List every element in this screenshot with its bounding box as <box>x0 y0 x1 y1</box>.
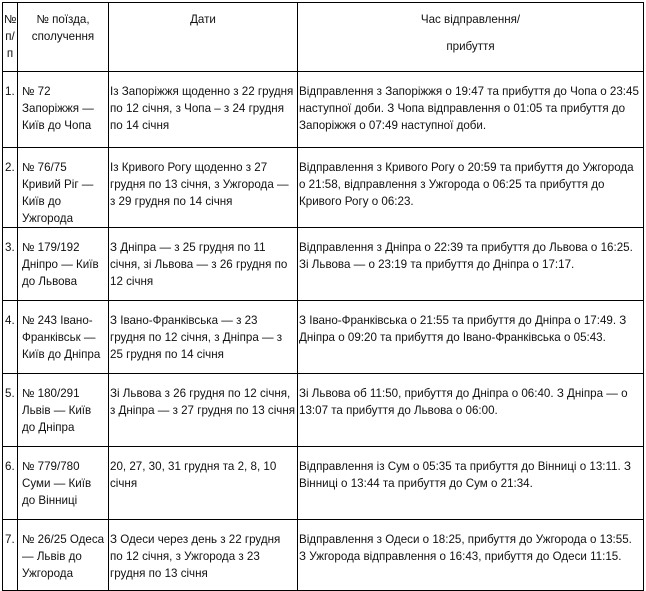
row-time: Відправлення із Сум о 05:35 та прибуття до Вінниці о 13:11. З Вінниці о 13:44 та прибуття до Сум о 21:34. <box>298 447 644 520</box>
header-time <box>298 3 644 72</box>
row-time: Відправлення з Запоріжжя о 19:47 та прибуття до Чопа о 23:45 наступної доби. З Чопа відправлення о 01:05 та прибуття до Запоріжжя о 07:49 наступної доби. <box>298 72 644 148</box>
row-number: 5. <box>3 374 18 447</box>
row-train: № 76/75 Кривий Ріг — Київ до Ужгорода <box>18 148 109 228</box>
row-number: 4. <box>3 301 18 374</box>
row-time: Відправлення з Одеси о 18:25, прибуття до Ужгорода о 13:55. З Ужгорода відправлення о 16:43, прибуття до Одеси 11:15. <box>298 520 644 591</box>
table-row <box>3 374 644 447</box>
header-time-line1: Час відправлення/ <box>420 13 521 26</box>
row-number: 2. <box>3 148 18 228</box>
row-dates: Із Кривого Рогу щоденно з 27 грудня по 13 січня, з Ужгорода — з 29 грудня по 14 січня <box>109 148 298 228</box>
row-dates: 20, 27, 30, 31 грудня та 2, 8, 10 січня <box>109 447 298 520</box>
train-schedule-table <box>2 2 644 591</box>
row-number: 7. <box>3 520 18 591</box>
row-dates: З Дніпра — з 25 грудня по 11 січня, зі Львова — з 26 грудня по 12 січня <box>109 228 298 301</box>
row-number: 3. <box>3 228 18 301</box>
row-train: № 779/780 Суми — Київ до Вінниці <box>18 447 109 520</box>
row-time: Відправлення з Дніпра о 22:39 та прибуття до Львова о 16:25. Зі Львова — о 23:19 та прибуття до Дніпра о 17:17. <box>298 228 644 301</box>
row-train: № 179/192 Дніпро — Київ до Львова <box>18 228 109 301</box>
header-train: № поїзда, сполучення <box>18 3 109 72</box>
row-dates: Із Запоріжжя щоденно з 22 грудня по 12 січня, з Чопа – з 24 грудня по 14 січня <box>109 72 298 148</box>
table-row <box>3 520 644 591</box>
table-row <box>3 72 644 148</box>
row-train: № 72 Запоріжжя — Київ до Чопа <box>18 72 109 148</box>
header-time-line2: прибуття <box>446 40 495 53</box>
row-time: З Івано-Франківська о 21:55 та прибуття до Дніпра о 17:49. З Дніпра о 09:20 та прибуття до Івано-Франківська о 05:43. <box>298 301 644 374</box>
table-row <box>3 447 644 520</box>
row-train: № 243 Івано-Франківськ — Київ до Дніпра <box>18 301 109 374</box>
header-dates: Дати <box>109 3 298 72</box>
table-row <box>3 148 644 228</box>
table-row <box>3 228 644 301</box>
row-time: Зі Львова об 11:50, прибуття до Дніпра о 06:40. З Дніпра — о 13:07 та прибуття до Львова о 06:00. <box>298 374 644 447</box>
row-dates: З Івано-Франківська — з 23 грудня по 12 січня, з Дніпра — з 25 грудня по 14 січня <box>109 301 298 374</box>
row-number: 6. <box>3 447 18 520</box>
table-row <box>3 301 644 374</box>
row-dates: З Одеси через день з 22 грудня по 12 січня, з Ужгорода з 23 грудня по 13 січня <box>109 520 298 591</box>
row-train: № 26/25 Одеса — Львів до Ужгорода <box>18 520 109 591</box>
header-number: № п/п <box>3 3 18 72</box>
table-header-row <box>3 3 644 72</box>
row-dates: Зі Львова з 26 грудня по 12 січня, з Дніпра — з 27 грудня по 13 січня <box>109 374 298 447</box>
row-train: № 180/291 Львів — Київ до Дніпра <box>18 374 109 447</box>
row-number: 1. <box>3 72 18 148</box>
row-time: Відправлення з Кривого Рогу о 20:59 та прибуття до Ужгорода о 21:58, відправлення з Ужгорода о 06:25 та прибуття до Кривого Рогу о 06:23. <box>298 148 644 228</box>
